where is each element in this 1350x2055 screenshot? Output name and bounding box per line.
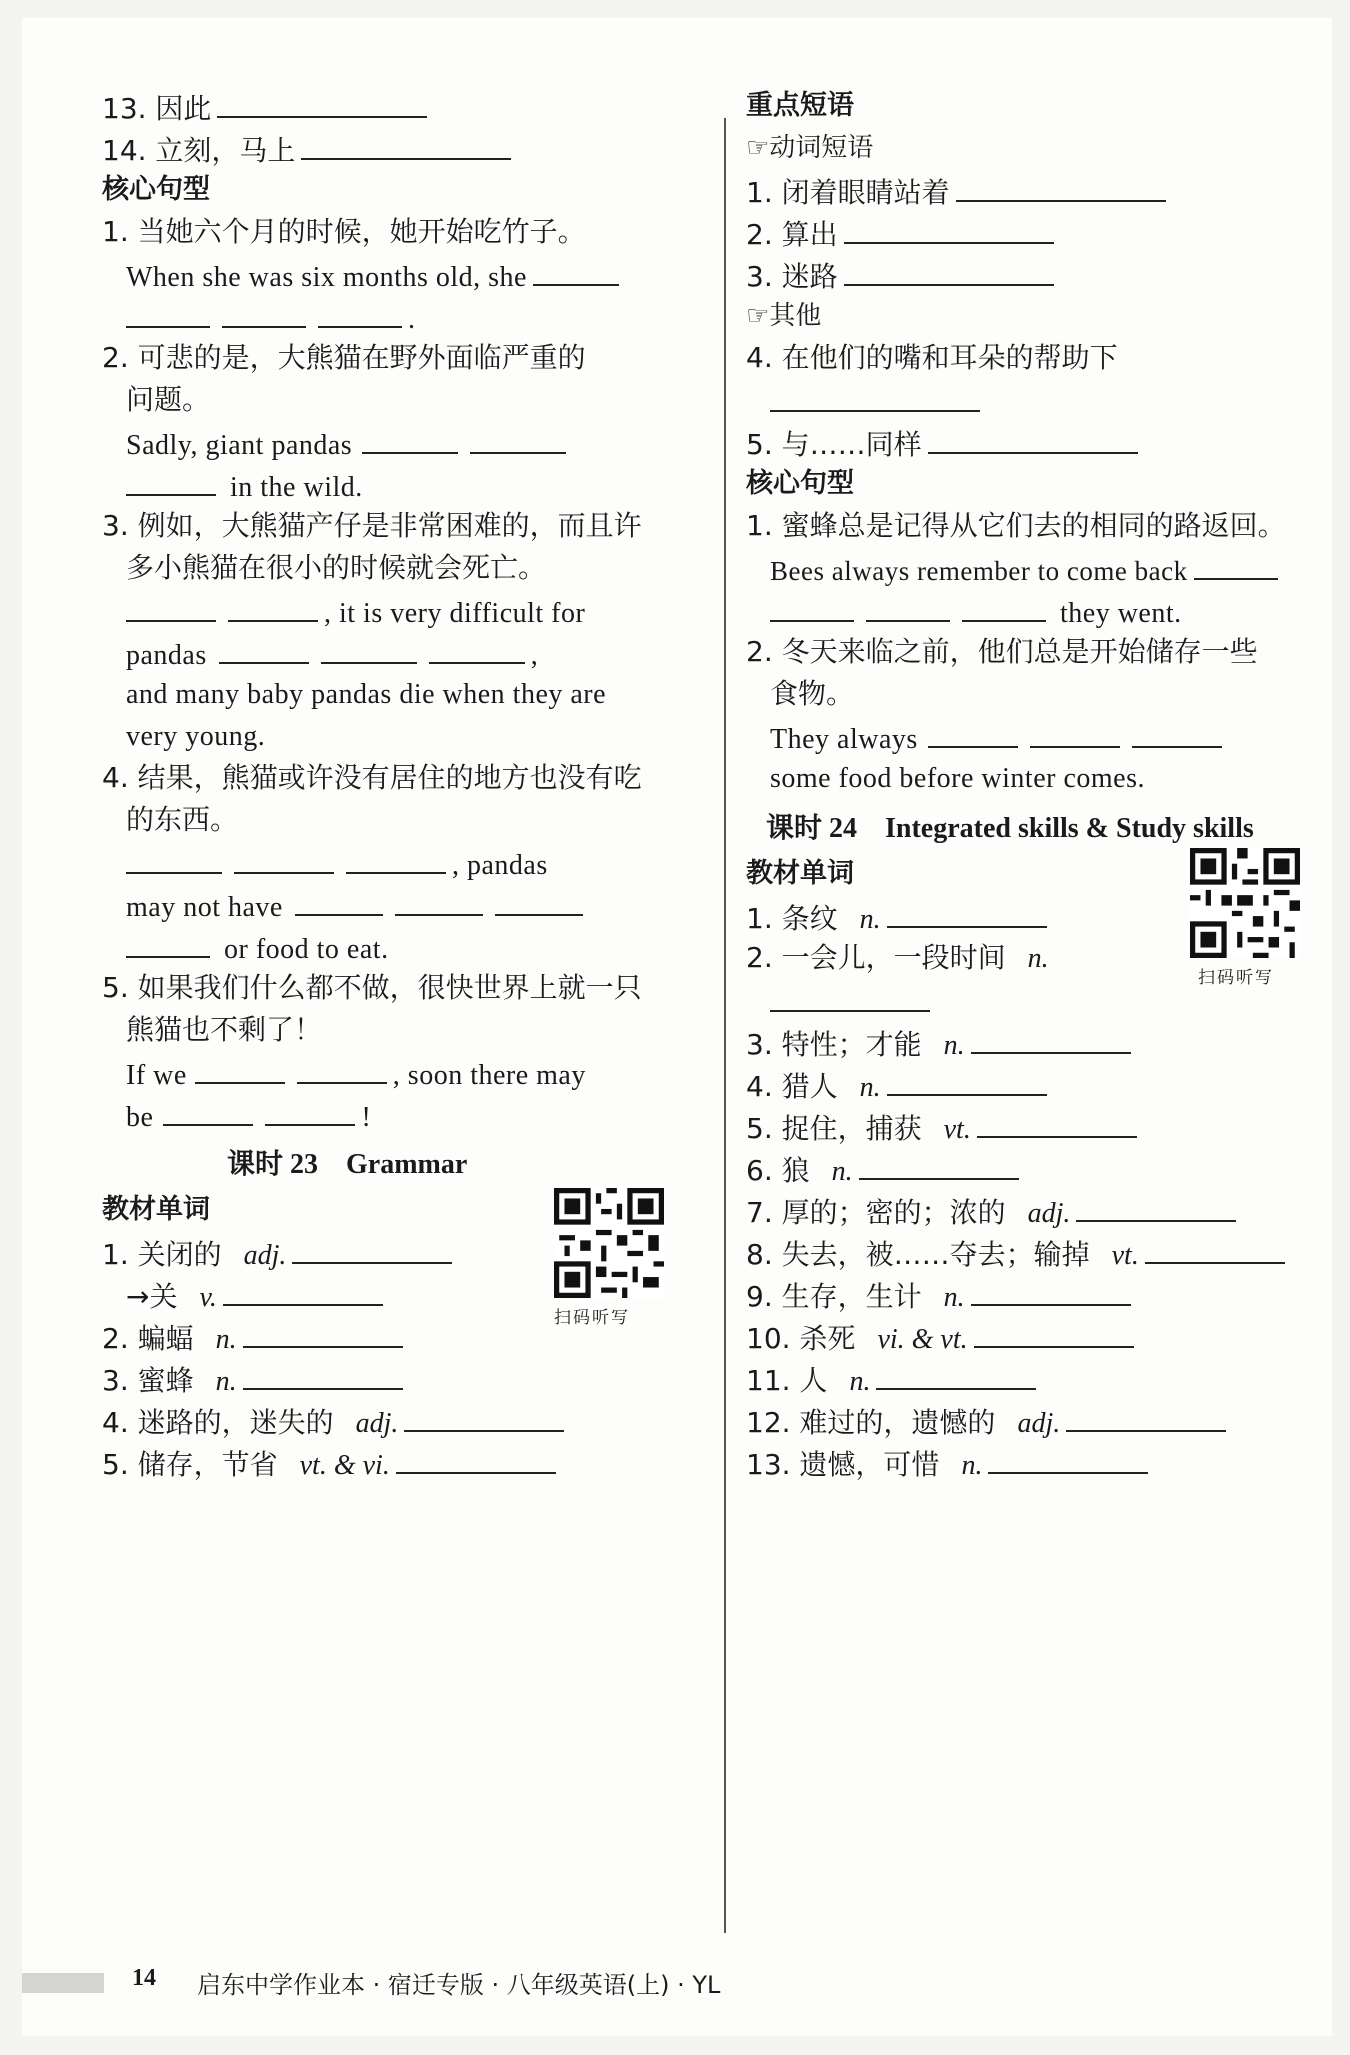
right-sentence-1-en-b: they went. (770, 590, 1182, 634)
right-vocab-2-blank (770, 980, 936, 1023)
blank[interactable] (1066, 1400, 1226, 1432)
blank[interactable] (126, 296, 210, 328)
subheading-verb-phrases: ☞动词短语 (746, 133, 874, 163)
right-vocab-10: 10. 杀死 vi. & vt. (746, 1316, 1140, 1360)
blank[interactable] (243, 1358, 403, 1390)
blank[interactable] (533, 254, 619, 286)
blank[interactable] (126, 842, 222, 874)
sentence-5-en-a: If we , soon there may (126, 1052, 586, 1096)
page-number: 14 (132, 1965, 156, 1991)
column-divider (724, 118, 726, 1933)
blank[interactable] (844, 212, 1054, 244)
blank[interactable] (770, 590, 854, 622)
blank[interactable] (1145, 1232, 1285, 1264)
blank[interactable] (956, 170, 1166, 202)
blank[interactable] (1030, 716, 1120, 748)
blank[interactable] (219, 632, 309, 664)
blank[interactable] (887, 1064, 1047, 1096)
right-sentence-2-cn-a: 2. 冬天来临之前，他们总是开始储存一些 (746, 635, 1258, 668)
blank[interactable] (866, 590, 950, 622)
phrase-1: 1. 闭着眼睛站着 (746, 170, 1172, 213)
right-sentence-2-en-a: They always (770, 716, 1228, 760)
sentence-2-en-a: Sadly, giant pandas (126, 422, 572, 466)
blank[interactable] (265, 1094, 355, 1126)
blank[interactable] (962, 590, 1046, 622)
blank[interactable] (404, 1400, 564, 1432)
sentence-5-cn-b: 熊猫也不剩了！ (126, 1013, 323, 1046)
right-vocab-2: 2. 一会儿，一段时间 n. (746, 941, 1049, 974)
sentence-4-cn-a: 4. 结果，熊猫或许没有居住的地方也没有吃 (102, 761, 642, 794)
blank[interactable] (346, 842, 446, 874)
section-heading-vocabulary: 教材单词 (102, 1194, 210, 1225)
blank[interactable] (292, 1232, 452, 1264)
qr-label: 扫码听写 (554, 1308, 630, 1328)
blank[interactable] (301, 128, 511, 160)
vocab-3: 3. 蜜蜂 n. (102, 1358, 409, 1402)
right-vocab-13: 13. 遗憾，可惜 n. (746, 1442, 1154, 1486)
blank[interactable] (988, 1442, 1148, 1474)
sentence-2-cn-a: 2. 可悲的是，大熊猫在野外面临严重的 (102, 341, 586, 374)
right-sentence-1-cn: 1. 蜜蜂总是记得从它们去的相同的路返回。 (746, 509, 1286, 542)
sentence-4-cn-b: 的东西。 (126, 803, 239, 836)
sentence-2-cn-b: 问题。 (126, 383, 211, 416)
right-vocab-11: 11. 人 n. (746, 1358, 1042, 1402)
sentence-1-cn: 1. 当她六个月的时候，她开始吃竹子。 (102, 215, 586, 248)
footer-decoration-bar (22, 1973, 104, 1993)
sentence-4-en-b: may not have (126, 884, 589, 928)
lesson-23-title: 课时 23 Grammar (227, 1149, 468, 1180)
blank[interactable] (1132, 716, 1222, 748)
section-heading-key-phrases: 重点短语 (746, 90, 854, 121)
blank[interactable] (321, 632, 417, 664)
sentence-3-cn-a: 3. 例如，大熊猫产仔是非常困难的，而且许 (102, 509, 642, 542)
qr-code-icon[interactable] (554, 1188, 664, 1298)
sentence-3-en-a: , it is very difficult for (126, 590, 585, 634)
sentence-4-en-a: , pandas (126, 842, 548, 886)
blank[interactable] (971, 1022, 1131, 1054)
blank[interactable] (1076, 1190, 1236, 1222)
lesson-24-title: 课时 24 Integrated skills & Study skills (766, 813, 1254, 844)
blank[interactable] (318, 296, 402, 328)
right-vocab-12: 12. 难过的，遗憾的 adj. (746, 1400, 1232, 1444)
blank[interactable] (859, 1148, 1019, 1180)
right-vocab-7: 7. 厚的；密的；浓的 adj. (746, 1190, 1242, 1234)
item-13: 13. 因此 (102, 86, 433, 129)
right-sentence-1-en-a: Bees always remember to come back (770, 548, 1284, 591)
sentence-1-blanks: . (126, 296, 416, 340)
blank[interactable] (876, 1358, 1036, 1390)
section-heading-vocabulary-right: 教材单词 (746, 858, 854, 889)
sentence-1-en: When she was six months old, she (126, 254, 625, 298)
vocab-2: 2. 蝙蝠 n. (102, 1316, 409, 1360)
blank[interactable] (163, 1094, 253, 1126)
phrase-3: 3. 迷路 (746, 254, 1060, 297)
phrase-4-blank (770, 380, 986, 423)
page-footer (22, 1963, 1332, 2003)
right-vocab-5: 5. 捉住，捕获 vt. (746, 1106, 1143, 1150)
blank[interactable] (928, 422, 1138, 454)
blank[interactable] (126, 590, 216, 622)
right-sentence-2-en-b: some food before winter comes. (770, 763, 1145, 794)
blank[interactable] (126, 464, 216, 496)
sentence-2-en-b: in the wild. (126, 464, 363, 508)
phrase-2: 2. 算出 (746, 212, 1060, 255)
blank[interactable] (971, 1274, 1131, 1306)
subheading-others: ☞其他 (746, 301, 822, 331)
blank[interactable] (395, 884, 483, 916)
blank[interactable] (195, 1052, 285, 1084)
blank[interactable] (1194, 548, 1278, 580)
right-vocab-6: 6. 狼 n. (746, 1148, 1025, 1192)
worksheet-page (22, 18, 1332, 2036)
section-heading-core-sentences-right: 核心句型 (746, 468, 854, 499)
blank[interactable] (974, 1316, 1134, 1348)
blank[interactable] (297, 1052, 387, 1084)
blank[interactable] (223, 1274, 383, 1306)
blank[interactable] (243, 1316, 403, 1348)
right-vocab-8: 8. 失去，被……夺去；输掉 vt. (746, 1232, 1291, 1276)
sentence-3-en-b: pandas , (126, 632, 538, 676)
sentence-5-en-b: be ! (126, 1094, 371, 1138)
blank[interactable] (844, 254, 1054, 286)
vocab-1: 1. 关闭的 adj. (102, 1232, 458, 1276)
blank[interactable] (234, 842, 334, 874)
right-vocab-4: 4. 猎人 n. (746, 1064, 1053, 1108)
blank[interactable] (362, 422, 458, 454)
book-title: 启东中学作业本 · 宿迁专版 · 八年级英语(上) · YL (197, 1971, 721, 1999)
blank[interactable] (977, 1106, 1137, 1138)
blank[interactable] (228, 590, 318, 622)
qr-code-icon[interactable] (1190, 848, 1300, 958)
phrase-5: 5. 与……同样 (746, 422, 1144, 465)
blank[interactable] (429, 632, 525, 664)
blank[interactable] (495, 884, 583, 916)
right-sentence-2-cn-b: 食物。 (770, 677, 855, 710)
qr-label: 扫码听写 (1198, 968, 1274, 988)
right-vocab-3: 3. 特性；才能 n. (746, 1022, 1137, 1066)
blank[interactable] (887, 896, 1047, 928)
sentence-4-en-c: or food to eat. (126, 926, 389, 970)
sentence-3-cn-b: 多小熊猫在很小的时候就会死亡。 (126, 551, 547, 584)
sentence-3-en-d: very young. (126, 721, 266, 752)
blank[interactable] (295, 884, 383, 916)
blank[interactable] (770, 980, 930, 1012)
right-vocab-9: 9. 生存，生计 n. (746, 1274, 1137, 1318)
vocab-4: 4. 迷路的，迷失的 adj. (102, 1400, 570, 1444)
blank[interactable] (217, 86, 427, 118)
blank[interactable] (470, 422, 566, 454)
sentence-3-en-c: and many baby pandas die when they are (126, 679, 607, 710)
blank[interactable] (928, 716, 1018, 748)
blank[interactable] (222, 296, 306, 328)
right-vocab-1: 1. 条纹 n. (746, 896, 1053, 940)
vocab-1b: →关 v. (126, 1274, 389, 1318)
section-heading-core-sentences: 核心句型 (102, 174, 210, 205)
item-14: 14. 立刻，马上 (102, 128, 517, 171)
vocab-5: 5. 储存，节省 vt. & vi. (102, 1442, 562, 1486)
blank[interactable] (770, 380, 980, 412)
blank[interactable] (396, 1442, 556, 1474)
blank[interactable] (126, 926, 210, 958)
phrase-4: 4. 在他们的嘴和耳朵的帮助下 (746, 341, 1118, 374)
sentence-5-cn-a: 5. 如果我们什么都不做，很快世界上就一只 (102, 971, 642, 1004)
